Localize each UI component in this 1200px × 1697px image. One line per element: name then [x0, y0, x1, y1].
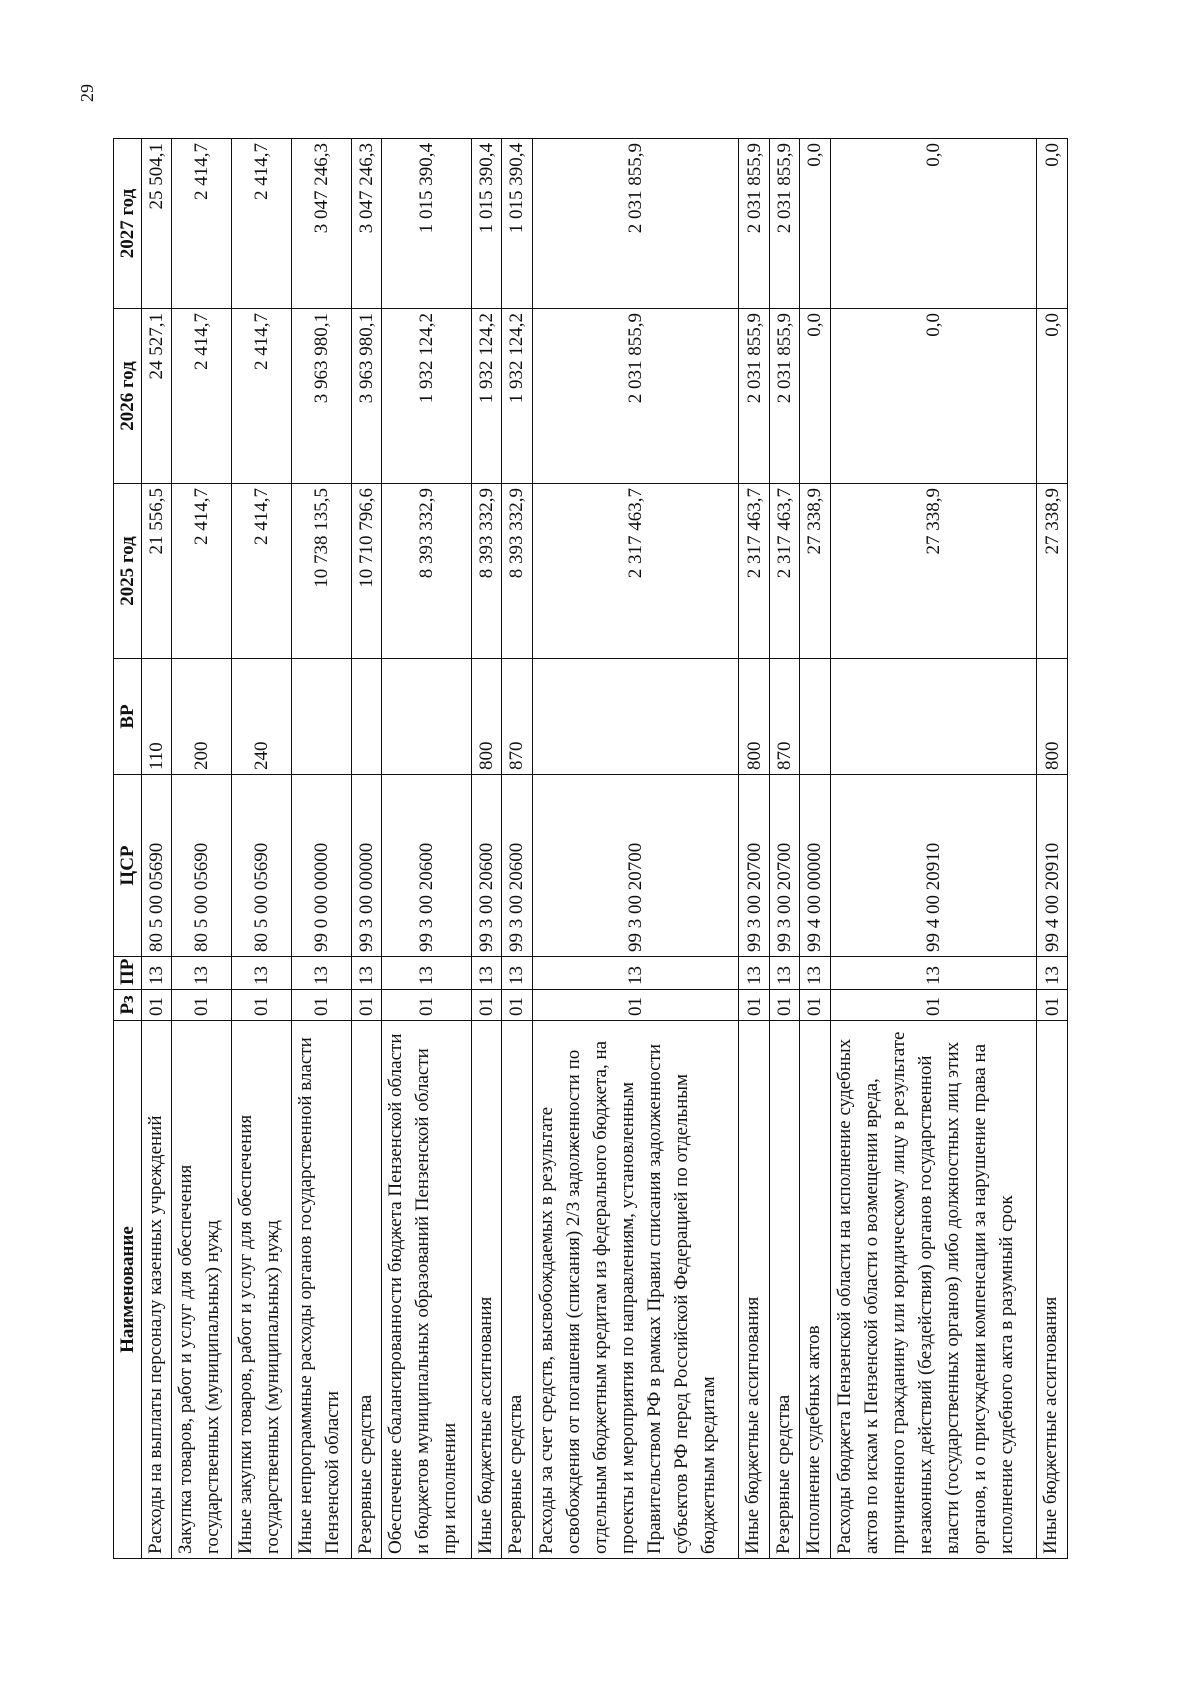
row-rz: 01: [471, 990, 501, 1021]
row-vr: [292, 659, 352, 775]
row-name: Расходы за счет средств, высвобождаемых в результате освобождения от погашения (списания) 2/3 задолженности по отдельным бюджетным кредитам из федерального бюджета, на проекты и мероприятия по направлениям, установленным Правительством РФ в рамках Правил списания задолженности субъектов РФ перед Российской Федерацией по отдельным бюджетным кредитам: [532, 1021, 739, 1559]
table-row: [172, 139, 232, 1559]
row-pr: 13: [739, 957, 769, 990]
row-name: Иные закупки товаров, работ и услуг для обеспечения государственных (муниципальных) нужд: [232, 1021, 292, 1559]
row-2027: 1 015 390,4: [471, 139, 501, 309]
row-rz: 01: [172, 990, 232, 1021]
row-2027: 3 047 246,3: [292, 139, 352, 309]
row-2026: 0,0: [830, 309, 1037, 484]
row-2027: 2 031 855,9: [739, 139, 769, 309]
row-2027: 2 031 855,9: [769, 139, 799, 309]
row-rz: 01: [142, 990, 172, 1021]
row-2025: 2 317 463,7: [769, 484, 799, 659]
row-2025: 10 710 796,6: [351, 484, 381, 659]
col-header-2026: 2026 год: [114, 309, 142, 484]
row-rz: 01: [739, 990, 769, 1021]
row-2025: 27 338,9: [1037, 484, 1068, 659]
row-2026: 0,0: [800, 309, 830, 484]
row-csr: 99 3 00 00000: [351, 775, 381, 957]
row-2026: 1 932 124,2: [471, 309, 501, 484]
row-name: Исполнение судебных актов: [800, 1021, 830, 1559]
row-2027: 0,0: [800, 139, 830, 309]
row-2027: 3 047 246,3: [351, 139, 381, 309]
row-pr: 13: [800, 957, 830, 990]
table-row: [232, 139, 292, 1559]
row-2026: 2 414,7: [232, 309, 292, 484]
row-name: Резервные средства: [769, 1021, 799, 1559]
col-header-name: Наименование: [114, 1021, 142, 1559]
table-row: [1037, 139, 1068, 1559]
row-name: Иные бюджетные ассигнования: [1037, 1021, 1068, 1559]
col-header-pr: ПР: [114, 957, 142, 990]
row-vr: [800, 659, 830, 775]
row-csr: 80 5 00 05690: [232, 775, 292, 957]
row-2027: 25 504,1: [142, 139, 172, 309]
row-2027: 2 414,7: [172, 139, 232, 309]
row-name: Расходы на выплаты персоналу казенных учреждений: [142, 1021, 172, 1559]
row-2025: 2 414,7: [232, 484, 292, 659]
row-2025: 2 317 463,7: [739, 484, 769, 659]
row-name: Резервные средства: [351, 1021, 381, 1559]
row-csr: 99 4 00 20910: [830, 775, 1037, 957]
col-header-vr: ВР: [114, 659, 142, 775]
table-row: [471, 139, 501, 1559]
row-rz: 01: [1037, 990, 1068, 1021]
row-2026: 3 963 980,1: [292, 309, 352, 484]
row-pr: 13: [1037, 957, 1068, 990]
row-pr: 13: [351, 957, 381, 990]
budget-table-rotated: [113, 139, 1068, 1559]
table-header-row: [114, 139, 142, 1559]
row-2027: 0,0: [1037, 139, 1068, 309]
row-vr: 110: [142, 659, 172, 775]
row-name: Закупка товаров, работ и услуг для обеспечения государственных (муниципальных) нужд: [172, 1021, 232, 1559]
row-vr: 800: [739, 659, 769, 775]
row-2025: 10 738 135,5: [292, 484, 352, 659]
row-csr: 99 3 00 20700: [739, 775, 769, 957]
row-vr: 800: [471, 659, 501, 775]
row-2026: 2 414,7: [172, 309, 232, 484]
row-pr: 13: [142, 957, 172, 990]
col-header-rz: Рз: [114, 990, 142, 1021]
row-2026: 2 031 855,9: [532, 309, 739, 484]
row-vr: 200: [172, 659, 232, 775]
table-row: [382, 139, 471, 1559]
row-pr: 13: [502, 957, 532, 990]
row-pr: 13: [830, 957, 1037, 990]
row-pr: 13: [292, 957, 352, 990]
row-2025: 2 317 463,7: [532, 484, 739, 659]
row-2025: 2 414,7: [172, 484, 232, 659]
row-csr: 80 5 00 05690: [142, 775, 172, 957]
row-rz: 01: [830, 990, 1037, 1021]
row-csr: 99 3 00 20700: [769, 775, 799, 957]
row-2027: 0,0: [830, 139, 1037, 309]
budget-table: [113, 138, 1068, 1559]
col-header-2025: 2025 год: [114, 484, 142, 659]
row-csr: 80 5 00 05690: [172, 775, 232, 957]
row-vr: [830, 659, 1037, 775]
row-rz: 01: [382, 990, 471, 1021]
table-row: [142, 139, 172, 1559]
row-vr: 870: [502, 659, 532, 775]
row-vr: 240: [232, 659, 292, 775]
row-vr: 800: [1037, 659, 1068, 775]
row-2026: 2 031 855,9: [739, 309, 769, 484]
row-rz: 01: [292, 990, 352, 1021]
col-header-csr: ЦСР: [114, 775, 142, 957]
row-csr: 99 4 00 00000: [800, 775, 830, 957]
table-row: [292, 139, 352, 1559]
row-2025: 21 556,5: [142, 484, 172, 659]
row-2025: 27 338,9: [800, 484, 830, 659]
row-csr: 99 4 00 20910: [1037, 775, 1068, 957]
row-csr: 99 3 00 20600: [471, 775, 501, 957]
table-row: [502, 139, 532, 1559]
row-csr: 99 3 00 20600: [382, 775, 471, 957]
row-2027: 1 015 390,4: [502, 139, 532, 309]
row-2026: 24 527,1: [142, 309, 172, 484]
row-2027: 1 015 390,4: [382, 139, 471, 309]
table-row: [800, 139, 830, 1559]
row-pr: 13: [172, 957, 232, 990]
row-name: Иные бюджетные ассигнования: [471, 1021, 501, 1559]
row-2025: 8 393 332,9: [382, 484, 471, 659]
row-rz: 01: [800, 990, 830, 1021]
row-2026: 1 932 124,2: [382, 309, 471, 484]
table-row: [769, 139, 799, 1559]
row-rz: 01: [502, 990, 532, 1021]
table-row: [351, 139, 381, 1559]
row-name: Обеспечение сбалансированности бюджета Пензенской области и бюджетов муниципальных образований Пензенской области при исполнении: [382, 1021, 471, 1559]
row-pr: 13: [532, 957, 739, 990]
row-rz: 01: [769, 990, 799, 1021]
page-number: 29: [76, 84, 97, 102]
row-vr: [382, 659, 471, 775]
row-name: Резервные средства: [502, 1021, 532, 1559]
row-pr: 13: [769, 957, 799, 990]
row-pr: 13: [232, 957, 292, 990]
row-2027: 2 031 855,9: [532, 139, 739, 309]
table-row: [739, 139, 769, 1559]
row-2026: 0,0: [1037, 309, 1068, 484]
row-rz: 01: [232, 990, 292, 1021]
row-rz: 01: [532, 990, 739, 1021]
row-2026: 1 932 124,2: [502, 309, 532, 484]
row-name: Иные непрограммные расходы органов государственной власти Пензенской области: [292, 1021, 352, 1559]
row-2025: 8 393 332,9: [471, 484, 501, 659]
row-vr: [532, 659, 739, 775]
row-csr: 99 0 00 00000: [292, 775, 352, 957]
row-2025: 27 338,9: [830, 484, 1037, 659]
table-row: [830, 139, 1037, 1559]
row-csr: 99 3 00 20600: [502, 775, 532, 957]
row-csr: 99 3 00 20700: [532, 775, 739, 957]
row-vr: 870: [769, 659, 799, 775]
row-2025: 8 393 332,9: [502, 484, 532, 659]
row-2026: 2 031 855,9: [769, 309, 799, 484]
table-row: [532, 139, 739, 1559]
row-2026: 3 963 980,1: [351, 309, 381, 484]
row-vr: [351, 659, 381, 775]
row-pr: 13: [382, 957, 471, 990]
col-header-2027: 2027 год: [114, 139, 142, 309]
row-2027: 2 414,7: [232, 139, 292, 309]
row-name: Расходы бюджета Пензенской области на исполнение судебных актов по искам к Пензенской области о возмещении вреда, причиненного гражданину или юридическому лицу в результате незаконных действий (бездействия) органов государственной власти (государственных органов) либо должностных лиц этих органов, и о присуждении компенсации за нарушение права на исполнение судебного акта в разумный срок: [830, 1021, 1037, 1559]
row-rz: 01: [351, 990, 381, 1021]
row-name: Иные бюджетные ассигнования: [739, 1021, 769, 1559]
row-pr: 13: [471, 957, 501, 990]
